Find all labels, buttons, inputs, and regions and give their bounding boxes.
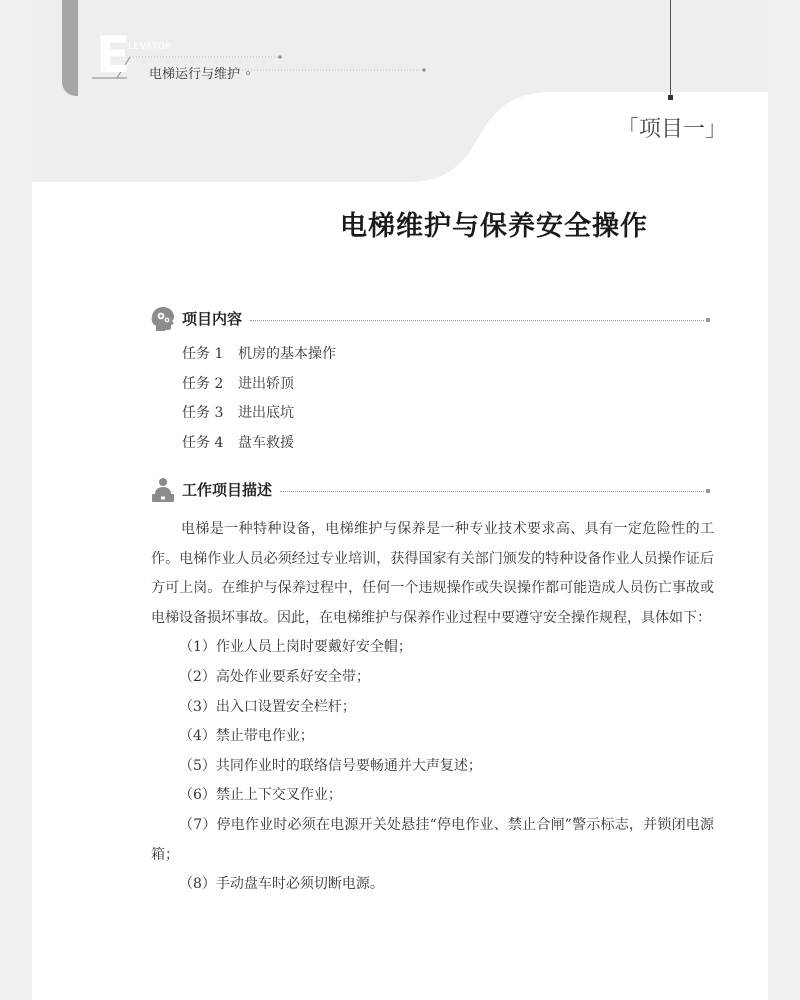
task-number: 任务 2 [182,375,224,392]
task-number: 任务 3 [182,405,224,421]
list-item [182,403,336,433]
description-paragraph: 电梯是一种特种设备，电梯维护与保养是一种专业技术要求高、具有一定危险性的工作。电梯作业人员必须经过专业培训，获得国家有关部门颁发的特种设备作业人员操作证后方可上岗。在维护与保养过程中，任何一个违规操作或失误操作都可能造成人员伤亡事故或电梯设备损坏事故。因此，在电梯维护与保养作业过程中要遵守安全操作规程，具体如下： [151,521,714,626]
heading-rule [250,320,704,321]
requirement-item: （6）禁止上下交叉作业； [179,787,342,804]
task-name: 进出底坑 [238,405,294,421]
head-gears-icon [150,306,176,332]
logo-letter: E [96,26,131,84]
requirement-item: （1）作业人员上岗时要戴好安全帽； [179,639,412,656]
task-list [182,344,336,462]
section-heading-content [150,306,710,332]
project-marker-dot [668,95,673,100]
running-head-title: 电梯运行与维护 ◦ [149,67,252,82]
requirement-item: （7）停电作业时必须在电源开关处悬挂“停电作业、禁止合闸”警示标志，并锁闭电源箱； [151,816,714,863]
list-item [182,344,336,374]
requirement-item: （2）高处作业要系好安全带； [179,668,370,685]
project-tag: 「项目一」 [617,117,728,142]
book-page [32,0,768,1000]
corner-tab [62,0,78,96]
task-name: 机房的基本操作 [238,346,336,362]
page-title: 电梯维护与保养安全操作 [340,211,648,242]
heading-rule-end [706,489,710,493]
header-background [32,0,768,185]
project-marker-line [670,0,671,97]
heading-rule-end [706,318,710,322]
section-heading-description [150,477,710,503]
worker-laptop-icon [150,477,176,503]
section-heading-label: 项目内容 [182,308,248,329]
logo-text: LEVATOR [128,42,173,52]
task-name: 盘车救援 [238,434,294,451]
task-name: 进出轿顶 [238,375,294,392]
requirement-item: （4）禁止带电作业； [179,728,314,745]
list-item [182,374,336,404]
requirement-item: （8）手动盘车时必须切断电源。 [179,876,384,893]
task-number: 任务 4 [182,434,224,451]
section-heading-label: 工作项目描述 [182,479,278,500]
description-body [151,515,714,900]
book-title: 电梯运行与维护 [149,67,241,82]
heading-rule [280,491,704,492]
task-number: 任务 1 [182,346,224,362]
requirement-item: （5）共同作业时的联络信号要畅通并大声复述； [179,757,482,774]
requirement-item: （3）出入口设置安全栏杆； [179,698,356,715]
list-item [182,433,336,463]
